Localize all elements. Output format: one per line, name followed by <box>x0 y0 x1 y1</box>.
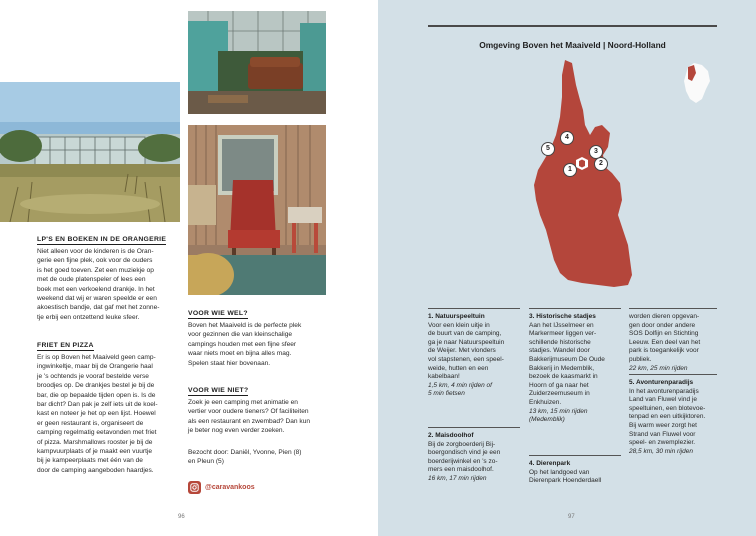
divider <box>428 427 520 428</box>
divider <box>529 455 621 456</box>
text-line: kast en noteer je het op een lijst. Hoewel <box>37 410 156 418</box>
text-line: tje erbij een ontzettend leuke sfeer. <box>37 313 140 321</box>
text-line: vertier voor oudere tieners? Of faciliteiten <box>188 408 309 416</box>
text-line: Op het landgoed van <box>529 468 590 476</box>
text-line: SOS Dolfijn en Stichting <box>629 330 699 338</box>
text-line: of pizza. Marshmallows rooster je bij de <box>37 438 153 446</box>
text-line: er geen restaurant is, organiseert de <box>37 419 144 427</box>
distance: 13 km, 15 min rijden <box>529 407 588 415</box>
text-line: je beter nog even verder zoeken. <box>188 427 285 435</box>
text-voor-wie-niet <box>188 398 328 436</box>
visited-by <box>188 448 328 467</box>
divider <box>428 308 520 309</box>
text-line: Aan het IJsselmeer en <box>529 321 594 329</box>
text-line: ingwinkeltje, maar bij de Orangerie haal <box>37 363 153 371</box>
text-line: tenpad en een uitkijktoren. <box>629 413 706 421</box>
poi-dierenpark <box>529 460 624 486</box>
text-line: weide, hutten en een <box>428 364 489 372</box>
text-line: Strand van Fluwel voor <box>629 430 696 438</box>
text-line: camping regelmatig eetavonden met friet <box>37 429 157 437</box>
poi-heading: 3. Historische stadjes <box>529 313 596 320</box>
text-line: schillende historische <box>529 338 591 346</box>
text-line: gen door onder andere <box>629 321 696 329</box>
text-line: Bij de zorgboerderij Bij- <box>428 440 496 448</box>
heading-friet-pizza: FRIET EN PIZZA <box>37 342 94 349</box>
text-line: kampvuurplaats of je maakt een vuurtje <box>37 448 153 456</box>
text-line: Boven het Maaiveld is de perfecte plek <box>188 322 302 329</box>
text-line: bar, die op bepaalde tijden open is. Is de <box>37 391 156 399</box>
poi-heading: 2. Maisdoolhof <box>428 432 474 439</box>
text-line: boerderijwinkel en 's zo- <box>428 457 498 465</box>
poi-heading: 5. Avonturenparadijs <box>629 379 694 386</box>
text-line: bij je kampeerplaats met één van de <box>37 457 143 465</box>
nl-inset-shape <box>684 63 710 103</box>
text-line: Er is op Boven het Maaiveld geen camp- <box>37 354 156 361</box>
text-line: door de camping aangeboden haardjes. <box>37 466 154 474</box>
text-friet-pizza <box>37 353 178 475</box>
poi-dierenpark-continued <box>629 313 721 373</box>
instagram-tag[interactable] <box>188 481 255 494</box>
text-line: mers een maisdoolhof. <box>428 466 494 474</box>
text-line: Leeuw. Een deel van het <box>629 338 701 346</box>
text-line: boek met een verkoelend drankje. In het <box>37 285 155 293</box>
divider <box>629 374 717 375</box>
text-line: Bakkerijmuseum De Oude <box>529 355 605 363</box>
poi-historische-stadjes <box>529 313 624 425</box>
text-line: bezoek de kaasmarkt in <box>529 373 598 381</box>
text-line: akoestisch bandje, dat gaf met het zonne- <box>37 304 160 312</box>
distance: (Medemblik) <box>529 416 565 424</box>
top-rule <box>428 25 717 27</box>
map-marker-4: 4 <box>560 131 574 145</box>
text-line: In het avonturenparadijs <box>629 387 699 395</box>
text-line: Spelen staat hier bovenaan. <box>188 359 271 367</box>
text-line: park is toegankelijk voor <box>629 347 699 355</box>
poi-avonturenparadijs <box>629 379 721 456</box>
red-chair-photo <box>188 125 326 295</box>
text-line: Dierenpark Hoenderdaell <box>529 477 602 485</box>
text-line: Bakkerij in Medemblik, <box>529 364 595 372</box>
poi-heading: 1. Natuurspeeltuin <box>428 313 485 320</box>
text-line: de buurt van de camping, <box>428 330 502 338</box>
map-marker-3: 3 <box>589 145 603 159</box>
heading-lps-boeken: LP'S EN BOEKEN IN DE ORANGERIE <box>37 236 167 243</box>
map-marker-5: 5 <box>541 142 555 156</box>
noord-holland-shape <box>534 60 632 287</box>
text-line: Enkhuizen. <box>529 398 562 406</box>
distance: 16 km, 17 min rijden <box>428 474 487 482</box>
map-marker-1: 1 <box>563 163 577 177</box>
text-line: waar niets moet en bijna alles mag. <box>188 350 292 358</box>
text-line: Bezocht door: Daniël, Yvonne, Pien (8) <box>188 449 302 456</box>
text-line: als een restaurant en zwembad? Dan kun <box>188 417 311 425</box>
poi-maisdoolhof <box>428 432 523 484</box>
divider <box>529 308 621 309</box>
heading-voor-wie-niet: VOOR WIE NIET? <box>188 387 249 394</box>
text-line: de Weijer. Met vlonders <box>428 347 496 355</box>
map-marker-2: 2 <box>594 157 608 171</box>
text-line: speel- en zwemplezier. <box>629 439 696 447</box>
text-orangerie <box>37 247 178 322</box>
instagram-icon <box>188 481 201 494</box>
text-line: is het goed toeven. Zet een muziekje op <box>37 266 154 274</box>
text-line: Bij warm weer zorgt het <box>629 421 697 429</box>
text-line: voor gezinnen die van kleinschalige <box>188 331 293 339</box>
text-line: bar dicht? Dan pak je zelf iets uit de koel- <box>37 401 158 409</box>
distance: 22 km, 25 min rijden <box>629 364 688 372</box>
text-line: broodjes op. De drankjes bestel je bij de <box>37 382 155 390</box>
page-number-left: 96 <box>178 514 185 520</box>
heading-voor-wie-wel: VOOR WIE WEL? <box>188 310 248 317</box>
poi-heading: 4. Dierenpark <box>529 460 571 467</box>
text-line: Voor een klein uitje in <box>428 321 490 329</box>
text-line: Hoorn of ga naar het <box>529 381 589 389</box>
poi-natuurspeeltuin <box>428 313 523 399</box>
text-line: Zuiderzeemuseum in <box>529 390 590 398</box>
text-line: met de oude platenspeler of lees een <box>37 276 146 284</box>
text-line: en Pleun (5) <box>188 458 224 466</box>
text-line: vol stapstenen, een speel- <box>428 355 504 363</box>
text-line: weekend dat wij er waren speelde er een <box>37 295 157 303</box>
text-line: publiek. <box>629 355 652 363</box>
divider <box>629 308 717 309</box>
text-line: Land van Fluwel vind je <box>629 396 697 404</box>
text-line: Markermeer liggen ver- <box>529 330 597 338</box>
text-line: kabelbaan! <box>428 373 460 381</box>
distance: 1,5 km, 4 min rijden of <box>428 381 492 389</box>
text-voor-wie-wel <box>188 321 328 368</box>
greenhouse-photo <box>0 82 180 222</box>
text-line: campings houden met een fijne sfeer <box>188 340 297 348</box>
text-line: speeltuinen, een blotevoe- <box>629 404 706 412</box>
text-line: ga je naar Natuurspeeltuin <box>428 338 505 346</box>
text-line: gerie een fijne plek, ook voor de ouders <box>37 257 153 265</box>
distance: 28,5 km, 30 min rijden <box>629 447 693 455</box>
distance: 5 min fietsen <box>428 390 465 398</box>
text-line: stadjes. Wandel door <box>529 347 590 355</box>
page-number-right: 97 <box>568 514 575 520</box>
noord-holland-map <box>510 55 720 295</box>
instagram-handle[interactable]: @caravankoos <box>205 484 255 491</box>
text-line: worden dieren opgevan- <box>629 313 700 320</box>
text-line: Zoek je een camping met animatie en <box>188 399 298 406</box>
orangerie-sofa-photo <box>188 11 326 114</box>
text-line: Niet alleen voor de kinderen is de Oran- <box>37 248 154 255</box>
text-line: je 's ochtends je vooraf bestelde verse <box>37 372 149 380</box>
map-title: Omgeving Boven het Maaiveld | Noord-Holland <box>479 40 666 50</box>
text-line: boergondisch vind je een <box>428 449 501 457</box>
